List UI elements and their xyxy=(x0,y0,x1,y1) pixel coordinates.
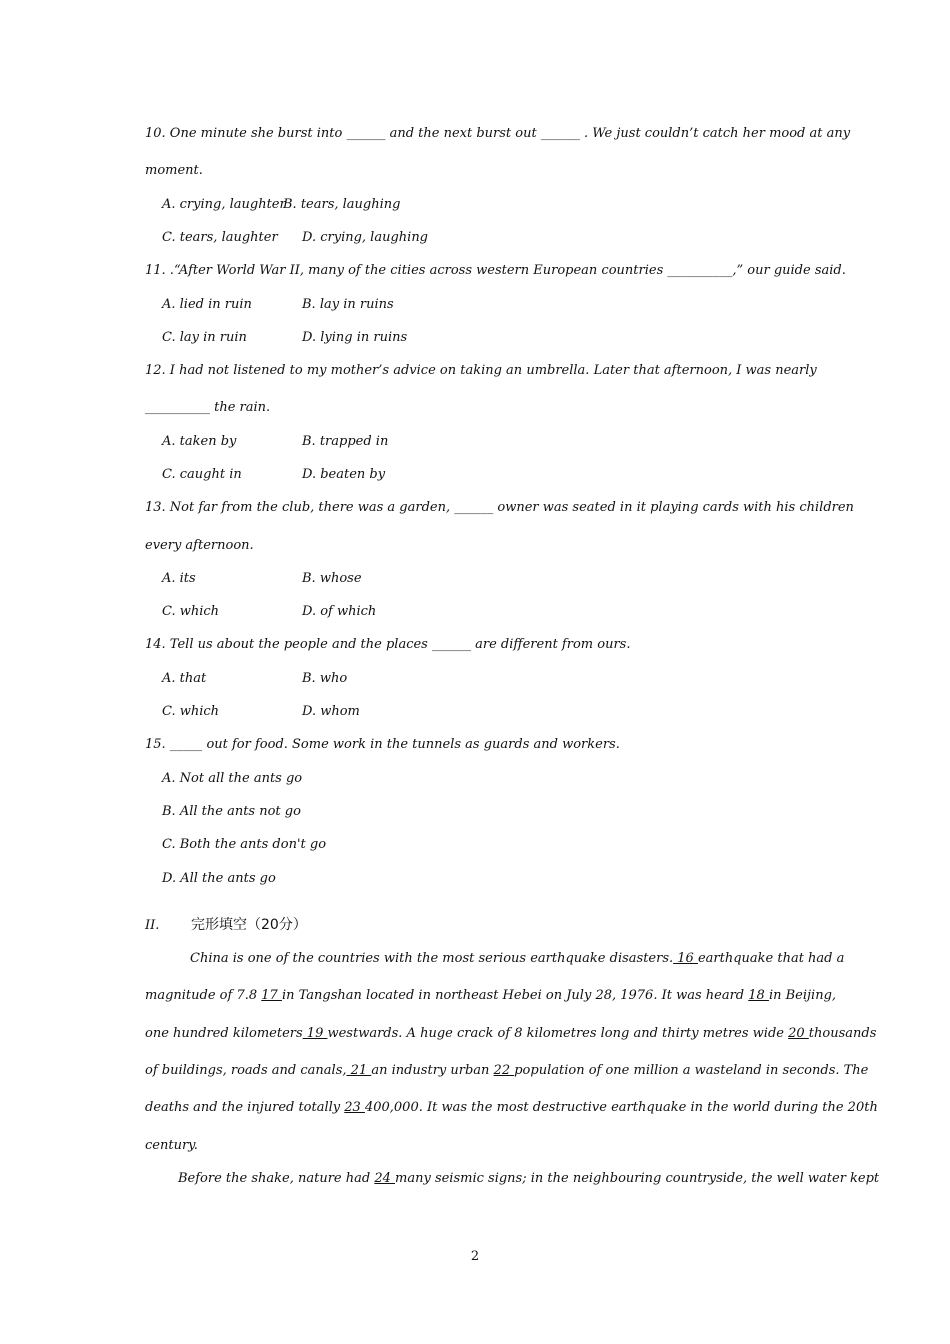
passage-text: one hundred kilometers xyxy=(145,1026,303,1041)
passage-text: 400,000. It was the most destructive earthquake in the world during the 20th xyxy=(364,1100,878,1115)
question-11-option-b: B. lay in ruins xyxy=(302,297,394,312)
passage-text: in Beijing, xyxy=(768,988,837,1003)
page-number: 2 xyxy=(470,1249,480,1264)
blank-24: 24 xyxy=(374,1171,396,1186)
question-15-option-d: D. All the ants go xyxy=(162,871,276,886)
blank-16: 16 xyxy=(673,951,698,966)
passage-text: an industry urban xyxy=(371,1063,494,1078)
question-14-option-b: B. who xyxy=(302,671,348,686)
passage-text: westwards. A huge crack of 8 kilometres long and thirty metres wide xyxy=(327,1026,789,1041)
passage-text: in Tangshan located in northeast Hebei on July 28, 1976. It was heard xyxy=(281,988,749,1003)
question-10-option-d: D. crying, laughing xyxy=(302,230,429,245)
question-13-option-d: D. of which xyxy=(302,604,377,619)
blank-18: 18 xyxy=(748,988,769,1003)
passage-text: population of one million a wasteland in seconds. The xyxy=(514,1063,869,1078)
question-15-option-c: C. Both the ants don't go xyxy=(162,837,327,852)
passage-text: China is one of the countries with the most serious earthquake disasters. xyxy=(190,951,674,966)
blank-21: 21 xyxy=(346,1063,372,1078)
blank-20: 20 xyxy=(788,1026,809,1041)
question-13-line-1: 13. Not far from the club, there was a garden, ______ owner was seated in it playing cards with his children xyxy=(145,500,854,515)
passage-text: thousands xyxy=(808,1026,877,1041)
question-13-option-a: A. its xyxy=(162,571,196,586)
question-15-line-1: 15. _____ out for food. Some work in the tunnels as guards and workers. xyxy=(145,737,620,752)
question-12-option-d: D. beaten by xyxy=(302,467,386,482)
question-10-option-a: A. crying, laughter xyxy=(162,197,286,212)
section-heading xyxy=(145,916,307,935)
question-13-option-b: B. whose xyxy=(302,571,362,586)
question-14-option-c: C. which xyxy=(162,704,220,719)
passage-line-5 xyxy=(145,1099,878,1117)
passage-text: earthquake that had a xyxy=(697,951,845,966)
question-11-line-1: 11. .“After World War II, many of the cities across western European countries __________,” our guide said. xyxy=(145,263,846,278)
blank-17: 17 xyxy=(261,988,282,1003)
passage-text: of buildings, roads and canals, xyxy=(145,1063,347,1078)
question-11-option-c: C. lay in ruin xyxy=(162,330,247,345)
passage-line-4 xyxy=(145,1062,869,1080)
question-14-option-d: D. whom xyxy=(302,704,360,719)
question-11-option-d: D. lying in ruins xyxy=(302,330,408,345)
blank-19: 19 xyxy=(302,1026,328,1041)
passage-text: many seismic signs; in the neighbouring countryside, the well water kept xyxy=(395,1171,880,1186)
section-number: II. xyxy=(145,918,160,933)
question-11-option-a: A. lied in ruin xyxy=(162,297,252,312)
question-13-option-c: C. which xyxy=(162,604,220,619)
question-10-option-c: C. tears, laughter xyxy=(162,230,278,245)
question-14-line-1: 14. Tell us about the people and the places ______ are different from ours. xyxy=(145,637,631,652)
question-10-line-1: 10. One minute she burst into ______ and the next burst out ______ . We just couldn’t catch her mood at any xyxy=(145,126,851,141)
question-12-line-1: 12. I had not listened to my mother’s advice on taking an umbrella. Later that afternoon, I was nearly xyxy=(145,363,817,378)
blank-23: 23 xyxy=(344,1100,365,1115)
passage-text: Before the shake, nature had xyxy=(178,1171,375,1186)
question-15-option-a: A. Not all the ants go xyxy=(162,771,303,786)
passage-line-3 xyxy=(145,1025,877,1043)
question-12-line-2: __________ the rain. xyxy=(145,400,271,415)
question-12-option-a: A. taken by xyxy=(162,434,237,449)
passage-line-6: century. xyxy=(145,1138,198,1153)
question-10-line-2: moment. xyxy=(145,163,203,178)
passage-line-7 xyxy=(178,1170,880,1188)
question-13-line-2: every afternoon. xyxy=(145,538,254,553)
section-title: 完形填空（20分） xyxy=(191,917,307,933)
passage-text: deaths and the injured totally xyxy=(145,1100,345,1115)
question-12-option-b: B. trapped in xyxy=(302,434,389,449)
passage-line-1 xyxy=(190,950,845,968)
question-14-option-a: A. that xyxy=(162,671,207,686)
passage-line-2 xyxy=(145,987,837,1005)
question-12-option-c: C. caught in xyxy=(162,467,242,482)
passage-text: magnitude of 7.8 xyxy=(145,988,262,1003)
question-10-option-b: B. tears, laughing xyxy=(283,197,401,212)
blank-22: 22 xyxy=(493,1063,515,1078)
question-15-option-b: B. All the ants not go xyxy=(162,804,301,819)
